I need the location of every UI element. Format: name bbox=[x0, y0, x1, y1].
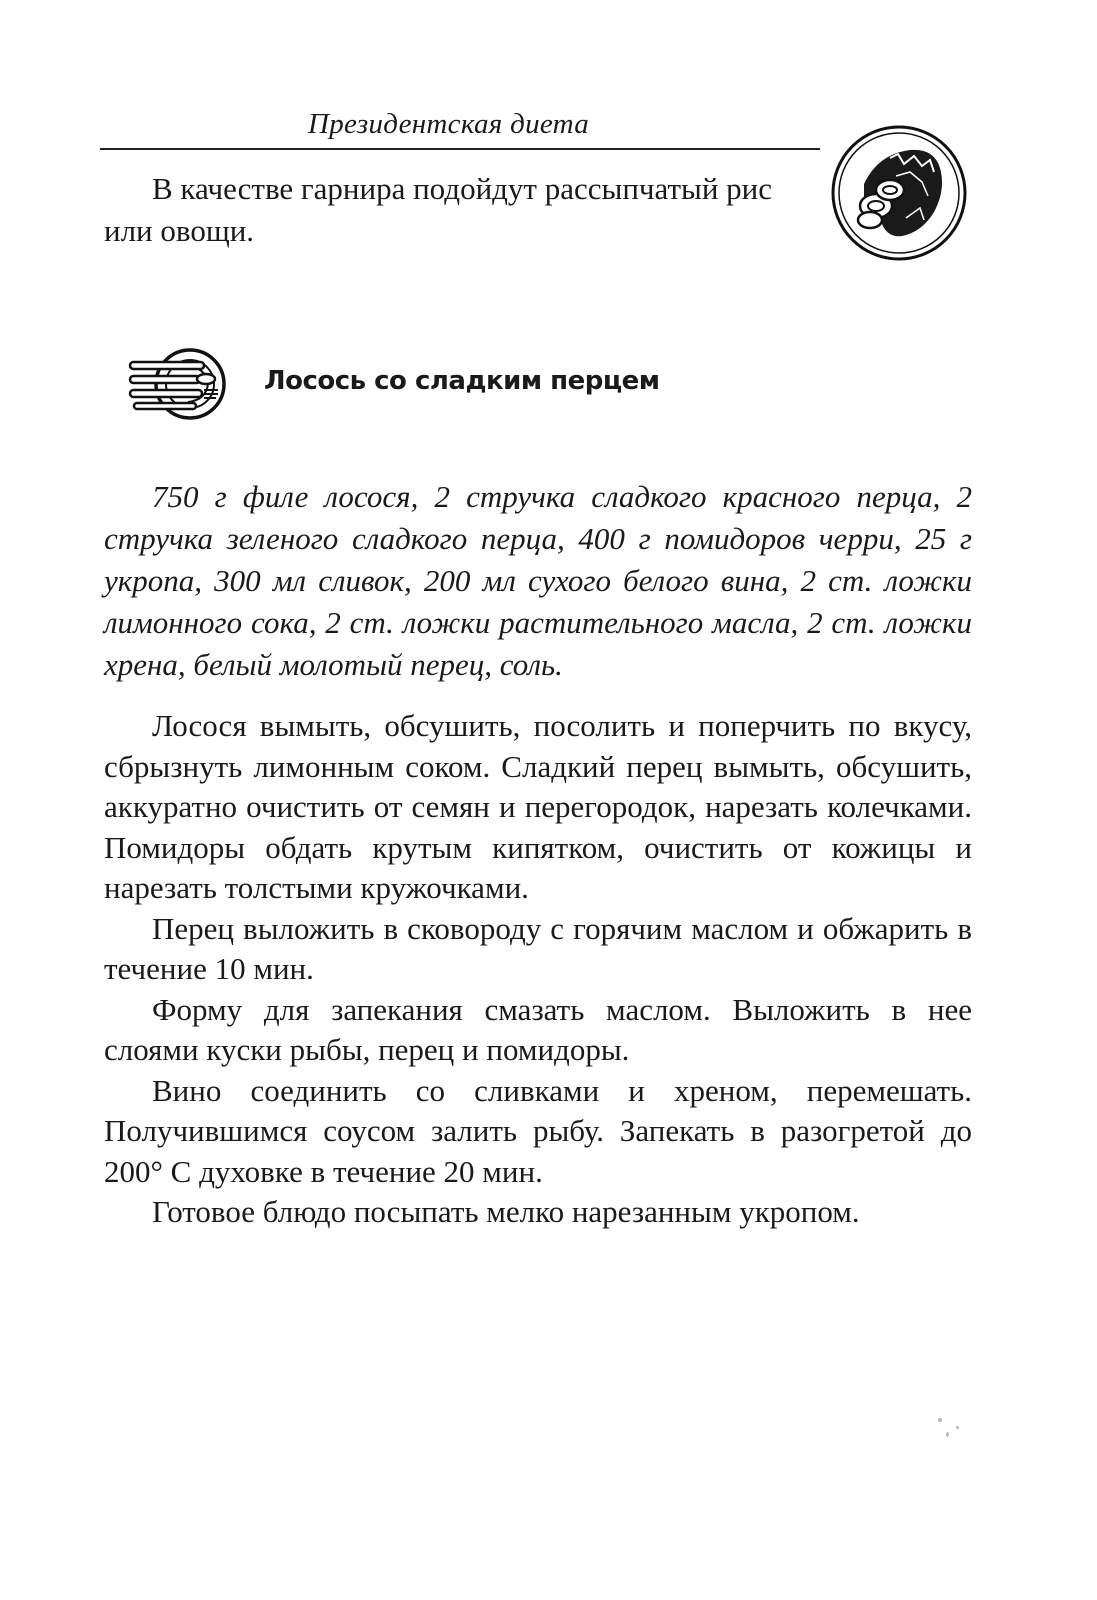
recipe-heading bbox=[128, 348, 828, 420]
fish-dish-medallion-icon bbox=[830, 124, 968, 262]
method-step: Лосося вымыть, обсушить, посолить и поперчить по вкусу, сбрызнуть лимонным соком. Сладкий перец вымыть, обсушить, аккуратно очистить от семян и перегородок, нарезать колечками. Помидоры обдать крутым кипятком, очистить от кожицы и нарезать толстыми кружочками. bbox=[104, 708, 972, 905]
running-header bbox=[100, 104, 820, 150]
method-step: Перец выложить в сковороду с горячим маслом и обжарить в течение 10 мин. bbox=[104, 910, 972, 986]
scan-speck bbox=[956, 1426, 959, 1429]
scan-speck bbox=[938, 1418, 942, 1422]
method-section bbox=[104, 706, 972, 1233]
ingredients-paragraph: 750 г филе лосося, 2 стручка сладкого красного перца, 2 стручка зеленого сладкого перца, 400 г помидоров черри, 25 г укропа, 300 мл сливок, 200 мл сухого белого вина, 2 ст. ложки лимонного сока, 2 ст. ложки растительного масла, 2 ст. ложки хрена, белый молотый перец, соль. bbox=[104, 479, 972, 682]
method-step: Готовое блюдо посыпать мелко нарезанным укропом. bbox=[152, 1194, 860, 1229]
scan-speck bbox=[946, 1432, 949, 1437]
method-step: Вино соединить со сливками и хреном, перемешать. Получившимся соусом залить рыбу. Запекать в разогретой до 200° С духовке в течение 20 мин. bbox=[104, 1072, 972, 1189]
intro-paragraph: В качестве гарнира подойдут рассыпчатый рис или овощи. bbox=[104, 171, 773, 248]
method-step: Форму для запекания смазать маслом. Выложить в нее слоями куски рыбы, перец и помидоры. bbox=[104, 991, 972, 1067]
plate-cutlery-icon bbox=[128, 348, 236, 420]
running-header-title: Президентская диета bbox=[308, 108, 590, 140]
recipe-title: Лосось со сладким перцем bbox=[264, 366, 660, 396]
